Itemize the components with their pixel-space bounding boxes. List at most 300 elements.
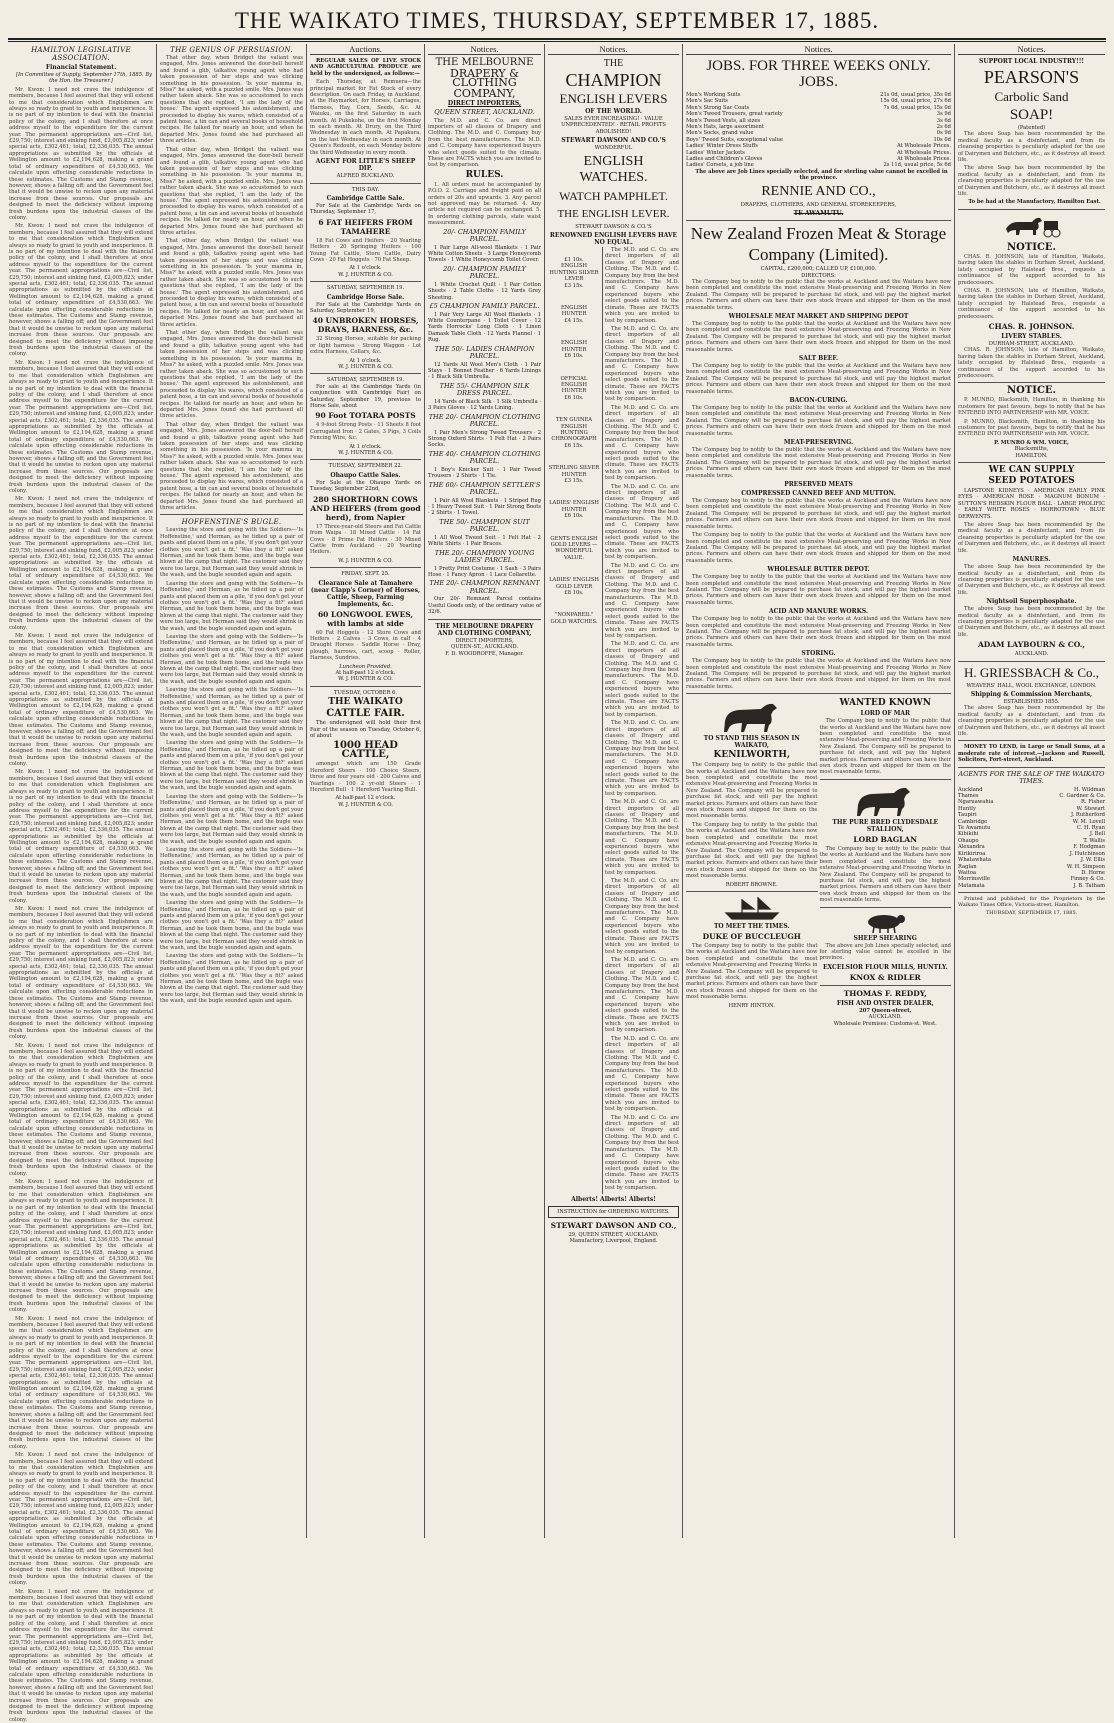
- divider: [310, 459, 421, 460]
- duke-owner: HENRY HINTON.: [728, 1002, 775, 1009]
- section-body: The Company beg to notify to the public that the works at Auckland and the Waitara have now been completed and constitute the most extensive Meat-preserving and Freezing Works in New Zealand. The Company will be prepared to purchase fat stock, and will pay the highest market prices. Farmers and others can have their own stock frozen and shipped for them on the most reasonable terms.: [686, 447, 951, 479]
- divider: [958, 382, 1105, 383]
- sale-text: For Sale at the Cambridge Yards on Thursday, September 17,: [310, 202, 421, 216]
- article-body-cont2: Mr. Kwon: I need not crave the indulgence of members, because I feel assured that they will extend to me that consideration which Englishmen are always so ready to grant to youth and inexperience. It is no part of my intention to deal with the financial policy of the colony, and I shall therefore at once address myself to the expenditure for the current year. The permanent appropriations are—Civil list, £29,750; interest and sinking fund, £2,005,823; under special acts, £302,461; total, £2,336,035. The annual appropriations as submitted by the officials at Wellington amount to £2,194,628, making a grand total of ordinary expenditure of £4,530,663. We calculate upon effecting considerable reductions in these estimates. The Customs and Stamp revenue, however, shows a falling off; and the Government feel that it would be unwise to reckon upon any material increase from these sources. Our proposals are designed to meet the deficiency without imposing fresh burdens upon the industrial classes of the colony.: [9, 359, 153, 494]
- lot-heading: 6 FAT HEIFERS FROM TAMAHERE: [318, 217, 413, 236]
- watch-price: £6 10s.: [564, 353, 584, 360]
- parcel-title: THE 55/- CHAMPION SILK DRESS PARCEL.: [439, 381, 530, 398]
- article-credit: [In Committee of Supply, September 17th, 1885. By the Hon. the Treasurer.]: [15, 72, 153, 85]
- watch-desc: The M.D. and C. Co. are direct importers of all classes of Drapery and Clothing. The M.D. and C. Company buy from the best manufacturers. The M.D. and C. Company have experienced buyers who select goods suited to the climate. These are FACTS which you are invited to test by comparison.: [605, 1114, 679, 1192]
- article-body-cont: Mr. Kwon: I need not crave the indulgence of members, because I feel assured that they will extend to me that consideration which Englishmen are always so ready to grant to youth and inexperience. It is no part of my intention to deal with the financial policy of the colony, and I shall therefore at once address myself to the expenditure for the current year. The permanent appropriations are—Civil list, £29,750; interest and sinking fund, £2,005,823; under special acts, £302,461; total, £2,336,035. The annual appropriations as submitted by the officials at Wellington amount to £2,194,628, making a grand total of ordinary expenditure of £4,530,663. We calculate upon effecting considerable reductions in these estimates. The Customs and Stamp revenue, however, shows a falling off; and the Government feel that it would be unwise to reckon upon any material increase from these sources. Our proposals are designed to meet the deficiency without imposing fresh burdens upon the industrial classes of the colony.: [9, 223, 153, 358]
- story2-body-cont8: Leaving the store and going with the Soldiers—'Is Hoffenstine,' and Herman, as he tidied up a pair of pants and placed them on a pile, 'if you don't get your clothes you won't get a fit.' 'Was they a fit?' asked Herman, and he took them home, and the bugle was blown at the camp that night. The customer said they were too large, but Herman said they would shrink in the wash, and the bugle sounded again and again.: [160, 953, 303, 1005]
- seed-list: LAPSTONE KIDNEYS · AMERICAN EARLY PINK EYES · AMERICAN ROSE · MAGNUM BONUM · SUTTON'S REDSKIN FLOUR BALL · LARGE PROLIFIC · EARLY WHITE ROSES · HORROTOWN · BLUE DERWENTS.: [958, 488, 1105, 520]
- column-5-watches: [544, 44, 682, 1538]
- auctioneer: W. J. HUNTER & CO.: [338, 557, 393, 564]
- lot-heading: 1000 HEAD CATTLE,: [333, 740, 398, 761]
- stallion-name: KENILWORTH,: [713, 750, 790, 761]
- watch-desc: The M.D. and C. Co. are direct importers of all classes of Drapery and Clothing. The M.D. and C. Company buy from the best manufacturers. The M.D. and C. Company have experienced buyers who select goods suited to the climate. These are FACTS which you are invited to test by comparison.: [605, 404, 679, 482]
- divider: [958, 740, 1105, 741]
- story-body-cont: That other day, when Bridget the valiant was engaged, Mrs. Jones answered the door-bell herself and found a glib, talkative young agent who had taken possession of her steps and was clicking something in his possession. 'Is your mamma in, Miss?' he asked, with a puzzled smile. Mrs. Jones was rather taken aback. She was so accustomed to such questions that she replied, 'I am the lady of the house.' The agent expressed his astonishment, and proceeded to display his wares, which consisted of a patent hose, a tin can and several books of household recipes. He talked for nearly an hour, and when he departed Mrs. Jones found she had purchased all three articles.: [160, 146, 303, 236]
- johnson-name: CHAS. R. JOHNSON.: [988, 321, 1075, 331]
- job-price: 15s 0d, usual price, 27s 6d: [880, 98, 951, 105]
- sale-day: SATURDAY, SEPTEMBER 19.: [326, 377, 405, 384]
- pure-bred: THE PURE BRED CLYDESDALE STALLION,: [832, 818, 939, 833]
- sale-day: SATURDAY, SEPTEMBER 19.: [326, 285, 405, 292]
- auctioneer: W. J. HUNTER & CO.: [338, 364, 393, 370]
- manures-body: The above Soap has been recommended by the medical faculty as a disinfectant, and from its cleansing properties is peculiarly adapted for the use of Dairymen and Butchers, etc., as it destroys all insect life.: [958, 564, 1105, 596]
- rennie-trade: DRAPERS, CLOTHIERS, AND GENERAL STOREKEEPERS,: [740, 201, 897, 208]
- column-header: Notices.: [548, 44, 679, 55]
- agent-name: C. H. Ryan: [1076, 825, 1105, 832]
- capital: CAPITAL, £200,000; CALLED UP, £100,000.: [760, 266, 877, 273]
- column-header: Notices.: [686, 44, 951, 55]
- section-body: The Company beg to notify to the public that the works at Auckland and the Waitara have now been completed and constitute the most extensive Meat-preserving and Freezing Works in New Zealand. The Company will be prepared to purchase fat stock, and will pay the highest market prices. Farmers and others can have their own stock frozen and shipped for them on the most reasonable terms.: [686, 532, 951, 564]
- article-subtitle: Financial Statement.: [45, 64, 117, 71]
- sale-title: Cambridge Horse Sale.: [326, 293, 405, 301]
- job-item: Men's Sac Suits: [686, 98, 728, 105]
- divider: [686, 693, 951, 694]
- agent-town: Raglan: [958, 863, 977, 870]
- masthead: THE WAIKATO TIMES, THURSDAY, SEPTEMBER 17, 1885.: [234, 8, 880, 33]
- article-body-cont3: Mr. Kwon: I need not crave the indulgence of members, because I feel assured that they will extend to me that consideration which Englishmen are always so ready to grant to youth and inexperience. It is no part of my intention to deal with the financial policy of the colony, and I shall therefore at once address myself to the expenditure for the current year. The permanent appropriations are—Civil list, £29,750; interest and sinking fund, £2,005,823; under special acts, £302,461; total, £2,336,035. The annual appropriations as submitted by the officials at Wellington amount to £2,194,628, making a grand total of ordinary expenditure of £4,530,663. We calculate upon effecting considerable reductions in these estimates. The Customs and Stamp revenue, however, shows a falling off; and the Government feel that it would be unwise to reckon upon any material increase from these sources. Our proposals are designed to meet the deficiency without imposing fresh burdens upon the industrial classes of the colony.: [9, 496, 153, 631]
- sale-time: At 1 o'clock.: [349, 265, 382, 272]
- watch-desc: The M.D. and C. Co. are direct importers of all classes of Drapery and Clothing. The M.D. and C. Company buy from the best manufacturers. The M.D. and C. Company have experienced buyers who select goods suited to the climate. These are FACTS which you are invited to test by comparison.: [605, 878, 679, 955]
- notice-title: NOTICE.: [1006, 385, 1057, 397]
- section-title: BACON-CURING.: [789, 397, 848, 404]
- watch-desc: The M.D. and C. Co. are direct importers of all classes of Drapery and Clothing. The M.D. and C. Company buy from the best manufacturers. The M.D. and C. Company have experienced buyers who select goods suited to the climate. These are FACTS which you are invited to test by comparison.: [605, 799, 679, 876]
- english-lever: THE ENGLISH LEVER.: [557, 207, 670, 220]
- agent-name: D. Horne: [1081, 869, 1105, 876]
- sale-text: For sale at the Cambridge Yards (in conjunction with Cambridge Fair) on Saturday, September 19, previous to Horse Sale, about: [310, 383, 421, 410]
- agent-town: Morrinsville: [958, 876, 991, 883]
- job-price: At Wholesale Prices.: [897, 143, 951, 150]
- sale-time: At 1 o'clock.: [349, 443, 382, 450]
- watch-price: £6 10s.: [564, 513, 584, 520]
- article-body-cont11: Mr. Kwon: I need not crave the indulgence of members, because I feel assured that they will extend to me that consideration which Englishmen are always so ready to grant to youth and inexperience. It is no part of my intention to deal with the financial policy of the colony, and I shall therefore at once address myself to the expenditure for the current year. The permanent appropriations are—Civil list, £29,750; interest and sinking fund, £2,005,823; under special acts, £302,461; total, £2,336,035. The annual appropriations as submitted by the officials at Wellington amount to £2,194,628, making a grand total of ordinary expenditure of £4,530,663. We calculate upon effecting considerable reductions in these estimates. The Customs and Stamp revenue, however, shows a falling off; and the Government feel that it would be unwise to reckon upon any material increase from these sources. Our proposals are designed to meet the deficiency without imposing fresh burdens upon the industrial classes of the colony.: [9, 1588, 153, 1723]
- watch-desc: The M.D. and C. Co. are direct importers of all classes of Drapery and Clothing. The M.D. and C. Company buy from the best manufacturers. The M.D. and C. Company have experienced buyers who select goods suited to the climate. These are FACTS which you are invited to test by comparison.: [605, 1035, 679, 1113]
- divider: [160, 514, 303, 515]
- watch-pamphlet: WATCH PAMPHLET.: [559, 188, 668, 203]
- parcel-items: Our 20/- Remnant Parcel contains Useful Goods only, of the ordinary value of 32/6.: [428, 596, 541, 616]
- agent-town: Thames: [958, 793, 979, 800]
- parcel-items: 14 Yards of Black Silk · 1 Silk Umbrella · 3 Pairs Gloves · 12 Yards Lining.: [428, 398, 541, 412]
- rennie-name: RENNIE AND CO.,: [761, 183, 876, 199]
- watch-price: £1 10s.: [564, 257, 584, 264]
- divider: [310, 373, 421, 374]
- section-title: SALT BEEF.: [798, 354, 839, 362]
- griessbach-est: ESTABLISHED 1855.: [1003, 698, 1060, 705]
- job-price: 7s 6d, usual price, 15s 0d: [883, 104, 951, 111]
- munro-body-2: P. MUNRO, Blacksmith, Hamilton, in thanking his customers for past favours, begs to notify that he has ENTERED INTO PARTNERSHIP with MR. VOICE.: [958, 418, 1105, 438]
- johnson-body: CHAS. R. JOHNSON, late of Hamilton, Waikato, having taken the stables in Durham Street, Auckland, lately occupied by Halstead Bros., requests a continuance of the support accorded to his predecessors.: [958, 253, 1105, 286]
- ad-title-2: CHAMPION: [565, 70, 662, 90]
- article-title: HAMILTON LEGISLATIVE ASSOCIATION.: [31, 46, 131, 62]
- livery-stables: LIVERY STABLES.: [1001, 332, 1062, 340]
- knox-ridler: KNOX & RIDLER: [849, 972, 921, 982]
- sheep-illustration: [860, 911, 910, 933]
- sale-day: THIS DAY.: [351, 186, 380, 193]
- story-body-cont4: That other day, when Bridget the valiant was engaged, Mrs. Jones answered the door-bell herself and found a glib, talkative young agent who had taken possession of her steps and was clicking something in his possession. 'Is your mamma in, Miss?' he asked, with a puzzled smile. Mrs. Jones was rather taken aback. She was so accustomed to such questions that she replied, 'I am the lady of the house.' The agent expressed his astonishment, and proceeded to display his wares, which consisted of a patent hose, a tin can and several books of household recipes. He talked for nearly an hour, and when he departed Mrs. Jones found she had purchased all three articles.: [160, 421, 303, 512]
- auctioneer: W. J. HUNTER & CO.: [338, 450, 393, 457]
- fish-dealer: FISH AND OYSTER DEALER,: [836, 999, 934, 1007]
- column-header: Auctions.: [310, 44, 421, 55]
- section-title: STORING.: [801, 650, 836, 658]
- patented: (Patented): [1017, 125, 1046, 131]
- pearson-soap: SOAP!: [1009, 107, 1054, 123]
- agent-town: Waitoa: [958, 869, 976, 876]
- fish-wholesale: Wholesale Premises: Customs-st. West.: [833, 1020, 937, 1027]
- imprint: Printed and published for the Proprietors by the Waikato Times Office, Victoria-street, Hamilton.: [958, 896, 1105, 909]
- section-title: MEAT-PRESERVING.: [783, 439, 854, 447]
- parcel-items: 1 Pair All Wool Blankets · 1 Striped Rug · 1 Heavy Tweed Suit · 1 Pair Strong Boots · 2 Shirts · 1 Towel.: [428, 497, 541, 517]
- ad-title: THE: [603, 58, 624, 69]
- article-body-cont9: Mr. Kwon: I need not crave the indulgence of members, because I feel assured that they will extend to me that consideration which Englishmen are always so ready to grant to youth and inexperience. It is no part of my intention to deal with the financial policy of the colony, and I shall therefore at once address myself to the expenditure for the current year. The permanent appropriations are—Civil list, £29,750; interest and sinking fund, £2,005,823; under special acts, £302,461; total, £2,336,035. The annual appropriations as submitted by the officials at Wellington amount to £2,194,628, making a grand total of ordinary expenditure of £4,530,663. We calculate upon effecting considerable reductions in these estimates. The Customs and Stamp revenue, however, shows a falling off; and the Government feel that it would be unwise to reckon upon any material increase from these sources. Our proposals are designed to meet the deficiency without imposing fresh burdens upon the industrial classes of the colony.: [9, 1315, 153, 1450]
- story2-body-cont5: Leaving the store and going with the Soldiers—'Is Hoffenstine,' and Herman, as he tidied up a pair of pants and placed them on a pile, 'if you don't get your clothes you won't get a fit.' 'Was they a fit?' asked Herman, and he took them home, and the bugle was blown at the camp that night. The customer said they were too large, but Herman said they would shrink in the wash, and the bugle sounded again and again.: [160, 793, 303, 845]
- soap-where: To be had at the Manufactory, Hamilton East.: [968, 199, 1101, 206]
- rules-body: 1. All orders must be accompanied by P.O.O. 2. Carriage and freight paid on all orders of 20s and upwards. 3. Any parcel not approved may be returned. 4. Any article not required can be exchanged. 5. In ordering clothing parcels, state waist measurement.: [428, 181, 541, 227]
- job-price: 10s 0d: [933, 136, 951, 143]
- section-body: The Company beg to notify to the public that the works at Auckland and the Waitara have now been completed and constitute the most extensive Meat-preserving and Freezing Works in New Zealand. The Company will be prepared to purchase fat stock, and will pay the highest market prices. Farmers and others can have their own stock frozen and shipped for them on the most reasonable terms.: [686, 658, 951, 690]
- nz-title: New Zealand Frozen Meat & Storage: [690, 224, 947, 244]
- watch-name: ENGLISH HUNTER: [560, 305, 588, 318]
- seed-title: WE CAN SUPPLY: [988, 465, 1075, 476]
- stallion-owner: ROBERT BROWNE.: [725, 881, 778, 888]
- wanted-known-ad: [820, 697, 952, 1027]
- story-body-cont3: That other day, when Bridget the valiant was engaged, Mrs. Jones answered the door-bell herself and found a glib, talkative young agent who had taken possession of her steps and was clicking something in his possession. 'Is your mamma in, Miss?' he asked, with a puzzled smile. Mrs. Jones was rather taken aback. She was so accustomed to such questions that she replied, 'I am the lady of the house.' The agent expressed his astonishment, and proceeded to display his wares, which consisted of a patent hose, a tin can and several books of household recipes. He talked for nearly an hour, and when he departed Mrs. Jones found she had purchased all three articles.: [160, 330, 303, 420]
- horse-illustration: [717, 699, 787, 733]
- fish-address: 207 Queen-street,: [859, 1007, 912, 1014]
- section-title: ACID AND MANURE WORKS.: [769, 608, 868, 616]
- parcel-items: 1 Boy's Knicker Suit · 1 Pair Tweed Trousers · 2 Shirts · 1 Tie.: [428, 466, 541, 480]
- agent-name: J. Hutchinson: [1069, 850, 1105, 857]
- ship-illustration: [722, 895, 782, 921]
- section-title: PRESERVED MEATS: [784, 481, 853, 489]
- job-price: At Wholesale Prices.: [897, 156, 951, 163]
- watch-name: ENGLISH HUNTING SILVER LEVER: [549, 263, 599, 283]
- parcel-title: 20/- CHAMPION FAMILY PARCEL.: [443, 264, 526, 281]
- seed-body: The above Soap has been recommended by the medical faculty as a disinfectant, and from its cleansing properties is peculiarly adapted for the use of Dairymen and Butchers, etc., as it destroys all insect life.: [958, 522, 1105, 554]
- job-price: 2s 11d, usual price, 5s 6d: [883, 162, 951, 169]
- sale-day: TUESDAY, SEPTEMBER 22.: [328, 463, 403, 470]
- firm-address: QUEEN-ST., AUCKLAND.: [450, 644, 518, 651]
- agent-town: Huntly: [958, 805, 976, 812]
- section-body: The Company beg to notify to the public that the works at Auckland and the Waitara have now been completed and constitute the most extensive Meat-preserving and Freezing Works in New Zealand. The Company will be prepared to purchase fat stock, and will pay the highest market prices. Farmers and others can have their own stock frozen and shipped for them on the most reasonable terms.: [686, 498, 951, 530]
- lot-heading: 60 LONGWOOL EWES, with lambs at side: [317, 609, 414, 628]
- griessbach-name: H. GRIESSBACH & Co.,: [963, 664, 1100, 680]
- auction-intro: REGULAR SALES OF LIVE STOCK AND AGRICULTURAL PRODUCE are held by the undersigned, as follows:—: [310, 58, 421, 77]
- watch-price: £4 15s.: [564, 317, 584, 324]
- parcel-title: THE 20/- CHAMPION YOUNG LADIES' PARCEL.: [434, 548, 535, 565]
- livery-body: CHAS. R. JOHNSON, late of Hamilton, Waikato, having taken the stables in Durham Street, Auckland, lately occupied by Halstead Bros., requests a continuance of the support accorded to his predecessors.: [958, 347, 1105, 379]
- section-title: WHOLESALE MEAT MARKET AND SHIPPING DEPOT: [728, 312, 909, 320]
- section-body: The Company beg to notify to the public that the works at Auckland and the Waitara have now been completed and constitute the most extensive Meat-preserving and Freezing Works in New Zealand. The Company will be prepared to purchase fat stock, and will pay the highest market prices. Farmers and others can have their own stock frozen and shipped for them on the most reasonable terms.: [686, 405, 951, 437]
- lot-details: 32 Strong Horses, suitable for packing or light harness · Strong Waggon · Lot extra Harness, Collars, &c.: [310, 336, 421, 356]
- sale-text: For Sale at the Cambridge Yards on Saturday, September 19,: [310, 301, 421, 314]
- divider: [686, 891, 818, 892]
- munro-firm: P. MUNRO & WM. VOICE,: [994, 439, 1069, 446]
- article-body-cont4: Mr. Kwon: I need not crave the indulgence of members, because I feel assured that they will extend to me that consideration which Englishmen are always so ready to grant to youth and inexperience. It is no part of my intention to deal with the financial policy of the colony, and I shall therefore at once address myself to the expenditure for the current year. The permanent appropriations are—Civil list, £29,750; interest and sinking fund, £2,005,823; under special acts, £302,461; total, £2,336,035. The annual appropriations as submitted by the officials at Wellington amount to £2,194,628, making a grand total of ordinary expenditure of £4,530,663. We calculate upon effecting considerable reductions in these estimates. The Customs and Stamp revenue, however, shows a falling off; and the Government feel that it would be unwise to reckon upon any material increase from these sources. Our proposals are designed to meet the deficiency without imposing fresh burdens upon the industrial classes of the colony.: [9, 632, 153, 768]
- horse-illustration: [850, 783, 920, 817]
- divider: [310, 567, 421, 568]
- manures: MANURES.: [1012, 556, 1051, 564]
- parcel-title: THE 50/- LADIES CHAMPION PARCEL.: [434, 344, 535, 361]
- job-item: Ladies' Winter Jackets: [686, 149, 745, 156]
- munro-body: P. MUNRO, Blacksmith, Hamilton, in thanking his customers for past favours, begs to notify that he has ENTERED INTO PARTNERSHIP with MR. VOICE.: [958, 397, 1105, 417]
- divider: [820, 985, 952, 986]
- column-2: [156, 44, 306, 1538]
- parcel-items: 1 Pretty Print Costume · 1 Sash · 3 Pairs Hose · 1 Fancy Apron · 1 Lace Collarette.: [428, 565, 541, 579]
- griessbach-address: WEAVERS' HALL, WOOL EXCHANGE, LONDON.: [966, 682, 1097, 689]
- parcel-title: THE 50/- CHAMPION SUIT PARCEL.: [439, 517, 530, 534]
- agent-name: C. Gardner & Co.: [1059, 793, 1105, 800]
- job-item: Men's Socks, grand value: [686, 130, 754, 137]
- article-body-cont8: Mr. Kwon: I need not crave the indulgence of members, because I feel assured that they will extend to me that consideration which Englishmen are always so ready to grant to youth and inexperience. It is no part of my intention to deal with the financial policy of the colony, and I shall therefore at once address myself to the expenditure for the current year. The permanent appropriations are—Civil list, £29,750; interest and sinking fund, £2,005,823; under special acts, £302,461; total, £2,336,035. The annual appropriations as submitted by the officials at Wellington amount to £2,194,628, making a grand total of ordinary expenditure of £4,530,663. We calculate upon effecting considerable reductions in these estimates. The Customs and Stamp revenue, however, shows a falling off; and the Government feel that it would be unwise to reckon upon any material increase from these sources. Our proposals are designed to meet the deficiency without imposing fresh burdens upon the industrial classes of the colony.: [9, 1179, 153, 1314]
- ad-address: QUEEN STREET, AUCKLAND.: [434, 108, 535, 116]
- agent-line: AGENT FOR LITTLE'S SHEEP DIP.: [315, 158, 416, 173]
- nightsoil-body: The above Soap has been recommended by the medical faculty as a disinfectant, and from its cleansing properties is peculiarly adapted for the use of Dairymen and Butchers, etc., as it destroys all insect life.: [958, 606, 1105, 638]
- parcel-title: THE 60/- CHAMPION SETTLER'S PARCEL.: [428, 480, 541, 497]
- wanted-known: WANTED KNOWN: [839, 698, 931, 709]
- ad-slogans: SALES EVER INCREASING! · VALUE UNPRECEDENTED! · RETAIL PROFITS ABOLISHED!: [561, 116, 666, 135]
- job-item: Boys' Tweed Suits, exceptional value: [686, 136, 784, 143]
- nz-body: The Company beg to notify to the public that the works at Auckland and the Waitara have now been completed and constitute the most extensive Meat-preserving and Freezing Works in New Zealand. The Company will be prepared to purchase fat stock, and will pay the highest market prices. Farmers and others can have their own stock frozen and shipped for them on the most reasonable terms.: [686, 278, 951, 311]
- divider: [428, 619, 541, 620]
- sale-title: Cambridge Cattle Sale.: [326, 194, 405, 202]
- divider: [958, 892, 1105, 893]
- section-body: The Company beg to notify to the public that the works at Auckland and the Waitara have now been completed and constitute the most extensive Meat-preserving and Freezing Works in New Zealand. The Company will be prepared to purchase fat stock, and will pay the highest market prices. Farmers and others can have their own stock frozen and shipped for them on the most reasonable terms.: [686, 320, 951, 353]
- lunch-note: Luncheon Provided.: [339, 663, 392, 670]
- parcel-items: 12 Yards All Wool Men's Cloth · 1 Pair Stays · 1 Bonnet Feather · 6 Yards Linings · 1 Black Silk Umbrella.: [428, 361, 541, 381]
- divider: [310, 281, 421, 282]
- sale-day: TUESDAY, OCTOBER 6.: [334, 689, 397, 696]
- section-title: WHOLESALE BUTTER DEPOT.: [767, 566, 870, 574]
- firm-name-end: STEWART DAWSON AND CO.,: [550, 1220, 677, 1230]
- sheep-shearing: SHEEP SHEARING: [853, 934, 917, 942]
- watch-desc: The M.D. and C. Co. are direct importers of all classes of Drapery and Clothing. The M.D. and C. Company buy from the best manufacturers. The M.D. and C. Company have experienced buyers who select goods suited to the climate. These are FACTS which you are invited to test by comparison.: [605, 720, 679, 797]
- fish-city: AUCKLAND.: [868, 1014, 902, 1021]
- lord-of-mar: LORD OF MAR: [860, 710, 911, 718]
- column-3-auctions: [306, 44, 424, 1538]
- watch-desc: The M.D. and C. Co. are direct importers of all classes of Drapery and Clothing. The M.D. and C. Company buy from the best manufacturers. The M.D. and C. Company have experienced buyers who select goods suited to the climate. These are FACTS which you are invited to test by comparison.: [605, 956, 679, 1034]
- firm-name: STEWART DAWSON AND CO.'S: [561, 137, 666, 145]
- watch-desc: The M.D. and C. Co. are direct importers of all classes of Drapery and Clothing. The M.D. and C. Company buy from the best manufacturers. The M.D. and C. Company have experienced buyers who select goods suited to the climate. These are FACTS which you are invited to test by comparison.: [605, 483, 679, 561]
- stallion-body-2: The Company beg to notify to the public that the works at Auckland and the Waitara have now been completed and constitute the most extensive Meat-preserving and Freezing Works in New Zealand. The Company will be prepared to purchase fat stock, and will pay the highest market prices. Farmers and others can have their own stock frozen and shipped for them on the most reasonable terms.: [686, 821, 818, 880]
- munro-trade: Blacksmiths,: [1014, 446, 1049, 453]
- baglan-body: The Company beg to notify to the public that the works at Auckland and the Waitara have now been completed and constitute the most extensive Meat-preserving and Freezing Works in New Zealand. The Company will be prepared to purchase fat stock, and will pay the highest market prices. Farmers and others can have their own stock frozen and shipped for them on the most reasonable terms.: [819, 845, 951, 904]
- excelsior: EXCELSIOR FLOUR MILLS, HUNTLY.: [822, 963, 948, 971]
- support-local: SUPPORT LOCAL INDUSTRY!!!: [979, 58, 1084, 65]
- agent-town: Matamata: [958, 882, 985, 889]
- watch-listing: [548, 247, 679, 1194]
- sale-time: At half-past 12 o'clock.: [335, 669, 396, 676]
- agent-town: Cambridge: [958, 818, 988, 825]
- fair-title: THE WAIKATO: [328, 697, 403, 708]
- agent-town: Kirikiriroa: [958, 850, 986, 857]
- column-header: Notices.: [958, 44, 1105, 55]
- fair-title-2: CATTLE FAIR.: [326, 708, 405, 720]
- job-item: Men's Strong Sac Coats: [686, 104, 750, 111]
- johnson-body-2: CHAS. R. JOHNSON, late of Hamilton, Waikato, having taken the stables in Durham Street, Auckland, lately occupied by Halstead Bros., requests a continuance of the support accorded to his predecessors.: [958, 287, 1105, 320]
- story2-body-cont6: Leaving the store and going with the Soldiers—'Is Hoffenstine,' and Herman, as he tidied up a pair of pants and placed them on a pile, 'if you don't get your clothes you won't get a fit.' 'Was they a fit?' asked Herman, and he took them home, and the bugle was blown at the camp that night. The customer said they were too large, but Herman said they would shrink in the wash, and the bugle sounded again and again.: [160, 846, 303, 898]
- adam-town: AUCKLAND.: [1014, 651, 1049, 658]
- soap-body-2: The above Soap has been recommended by the medical faculty as a disinfectant, and from its cleansing properties is peculiarly adapted for the use of Dairymen and Butchers, etc., as it destroys all insect life.: [958, 165, 1105, 198]
- agent-name: ALFRED BUCKLAND.: [336, 173, 395, 180]
- watch-price: £6 15s.: [564, 442, 584, 449]
- jobs-note: The above are Job Lines specially selected, and for sterling value cannot be excelled in the province.: [695, 168, 948, 182]
- sale-text: For Sale at the Ohaupo Yards on Tuesday, September 22nd,: [310, 479, 421, 493]
- agent-name: J. Rutherford: [1070, 812, 1105, 819]
- griessbach-body: The above Soap has been recommended by the medical faculty as a disinfectant, and from its cleansing properties is peculiarly adapted for the use of Dairymen and Butchers, etc., as it destroys all insect life.: [958, 705, 1105, 737]
- section-body: The Company beg to notify to the public that the works at Auckland and the Waitara have now been completed and constitute the most extensive Meat-preserving and Freezing Works in New Zealand. The Company will be prepared to purchase fat stock, and will pay the highest market prices. Farmers and others can have their own stock frozen and shipped for them on the most reasonable terms.: [686, 574, 951, 606]
- agent-name: R. Fisher: [1080, 799, 1105, 806]
- pearson-name: PEARSON'S: [983, 67, 1080, 87]
- wonderful: WONDERFUL: [594, 145, 633, 152]
- column-header: Notices.: [428, 44, 541, 55]
- pearson-product: Carbolic Sand: [994, 89, 1069, 104]
- watch-name: LADIES' ENGLISH HUNTER: [549, 500, 599, 513]
- job-price: 21s 0d, usual price, 35s 0d: [880, 92, 951, 98]
- agent-name: J. W. Ellis: [1080, 857, 1105, 864]
- alberts: Alberts! Alberts! Alberts!: [571, 1195, 656, 1203]
- watch-name: OFFICIAL ENGLISH HUNTER: [560, 375, 588, 395]
- job-price: 3s 6d: [936, 117, 951, 124]
- agent-name: J. B. Tatham: [1073, 882, 1105, 889]
- agent-town: Ohaupo: [958, 837, 979, 844]
- stallion-ad: [686, 697, 818, 1027]
- divider: [958, 767, 1105, 768]
- nightsoil: Nightsoil Superphosphate.: [986, 598, 1077, 606]
- lot-details: amongst which are 150 Grade Hereford Steers · 100 Choice Steers, three and four years old · 200 Calves and Yearlings · 100 2 yr-old Steers · 1 Hereford Bull · 1 Hereford Yearling Bull.: [310, 761, 421, 794]
- ad-subtitle: DIRECT IMPORTERS,: [447, 100, 522, 107]
- firm-manager: F. D. WOODROFFE, Manager.: [445, 650, 524, 657]
- firm-name: THE MELBOURNE DRAPERY AND CLOTHING COMPANY,: [435, 622, 534, 637]
- watch-name: "NONPAREIL" GOLD WATCHES.: [550, 612, 598, 625]
- seed-title-2: SEED POTATOES: [988, 476, 1075, 487]
- job-item: Men's Tweed Trousers, great variety: [686, 111, 783, 118]
- lot-details: 18 Fat Cows and Heifers · 20 Yearling Heifers · 20 Springing Heifers · 100 Young Fat Cattle, Store Cattle, Dairy Cows · 20 Fat Hoggets · 70 Fat Sheep.: [310, 237, 421, 263]
- no-equal: RENOWNED ENGLISH LEVERS HAVE NO EQUAL.: [549, 232, 678, 247]
- divider: [686, 220, 951, 221]
- article-body-cont7: Mr. Kwon: I need not crave the indulgence of members, because I feel assured that they will extend to me that consideration which Englishmen are always so ready to grant to youth and inexperience. It is no part of my intention to deal with the financial policy of the colony, and I shall therefore at once address myself to the expenditure for the current year. The permanent appropriations are—Civil list, £29,750; interest and sinking fund, £2,005,823; under special acts, £302,461; total, £2,336,035. The annual appropriations as submitted by the officials at Wellington amount to £2,194,628, making a grand total of ordinary expenditure of £4,530,663. We calculate upon effecting considerable reductions in these estimates. The Customs and Stamp revenue, however, shows a falling off; and the Government feel that it would be unwise to reckon upon any material increase from these sources. Our proposals are designed to meet the deficiency without imposing fresh burdens upon the industrial classes of the colony.: [9, 1042, 153, 1177]
- english-watches: ENGLISH WATCHES.: [579, 153, 648, 185]
- article-body: Mr. Kwon: I need not crave the indulgence of members, because I feel assured that they will extend to me that consideration which Englishmen are always so ready to grant to youth and inexperience. It is no part of my intention to deal with the financial policy of the colony, and I shall therefore at once address myself to the expenditure for the current year. The permanent appropriations are—Civil list, £29,750; interest and sinking fund, £2,005,823; under special acts, £302,461; total, £2,336,035. The annual appropriations as submitted by the officials at Wellington amount to £2,194,628, making a grand total of ordinary expenditure of £4,530,663. We calculate upon effecting considerable reductions in these estimates. The Customs and Stamp revenue, however, shows a falling off; and the Government feel that it would be unwise to reckon upon any material increase from these sources. Our proposals are designed to meet the deficiency without imposing fresh burdens upon the industrial classes of the colony.: [9, 86, 153, 221]
- story2-body-cont2: Leaving the store and going with the Soldiers—'Is Hoffenstine,' and Herman, as he tidied up a pair of pants and placed them on a pile, 'if you don't get your clothes you won't get a fit.' 'Was they a fit?' asked Herman, and he took them home, and the bugle was blown at the camp that night. The customer said they were too large, but Herman said they would shrink in the wash, and the bugle sounded again and again.: [160, 633, 303, 685]
- agent-name: W. Stewart: [1076, 805, 1105, 812]
- watch-name: TEN GUINEA ENGLISH HUNTING CHRONOGRAPH: [551, 417, 597, 443]
- agent-town: Te Awamutu: [958, 825, 991, 832]
- griessbach-trade: Shipping & Commission Merchants,: [970, 690, 1093, 698]
- lot-heading: 90 Foot TOTARA POSTS: [315, 411, 416, 421]
- lower-notices: [686, 697, 951, 1027]
- parcel-items: 1 All Wool Tweed Suit · 1 Felt Hat · 2 White Shirts · 1 Pair Braces.: [428, 534, 541, 548]
- watch-desc: The M.D. and C. Co. are direct importers of all classes of Drapery and Clothing. The M.D. and C. Company buy from the best manufacturers. The M.D. and C. Company have experienced buyers who select goods suited to the climate. These are FACTS which you are invited to test by comparison.: [605, 325, 679, 403]
- job-item: Ladies and Children's Gloves: [686, 156, 763, 163]
- job-item: Men's Working Suits: [686, 92, 741, 98]
- ad-title-3: ENGLISH LEVERS: [559, 91, 668, 106]
- sale-title: Ohaupo Cattle Sales.: [330, 471, 401, 479]
- watch-price: £6 10s.: [564, 394, 584, 401]
- firm-manufactory: Manufactory, Liverpool, England.: [569, 1238, 658, 1245]
- story-body-cont2: That other day, when Bridget the valiant was engaged, Mrs. Jones answered the door-bell herself and found a glib, talkative young agent who had taken possession of her steps and was clicking something in his possession. 'Is your mamma in, Miss?' he asked, with a puzzled smile. Mrs. Jones was rather taken aback. She was so accustomed to such questions that she replied, 'I am the lady of the house.' The agent expressed his astonishment, and proceeded to display his wares, which consisted of a patent hose, a tin can and several books of household recipes. He talked for nearly an hour, and when he departed Mrs. Jones found she had purchased all three articles.: [160, 238, 303, 328]
- job-price: 3s 9d: [936, 111, 951, 118]
- parcel-title: THE 20/- CHAMPION CLOTHING PARCEL.: [428, 412, 541, 429]
- firm-address: 29, QUEEN STREET, AUCKLAND.: [568, 1231, 659, 1238]
- parcel-items: 1 Pair Men's Strong Tweed Trousers · 2 Strong Oxford Shirts · 1 Felt Hat · 2 Pairs Socks.: [428, 429, 541, 449]
- adam-laybourn: ADAM LAYBOURN & CO.,: [977, 640, 1086, 650]
- rules-title: RULES.: [465, 169, 504, 180]
- agent-name: F. Hodgman: [1073, 844, 1105, 851]
- watch-price: £3 15s.: [564, 477, 584, 484]
- ad-title: THE MELBOURNE: [435, 57, 534, 68]
- divider: [958, 462, 1105, 463]
- watch-name: LADIES' ENGLISH GOLD LEVER: [549, 577, 599, 590]
- job-item: Ladies' Corsets, a job line: [686, 162, 754, 169]
- lot-heading: 280 SHORTHORN COWS AND HEIFERS (from good herd), from Napier: [310, 494, 421, 522]
- watch-desc: The M.D. and C. Co. are direct importers of all classes of Drapery and Clothing. The M.D. and C. Company buy from the best manufacturers. The M.D. and C. Company have experienced buyers who select goods suited to the climate. These are FACTS which you are invited to test by comparison.: [605, 562, 679, 639]
- story2-body-cont3: Leaving the store and going with the Soldiers—'Is Hoffenstine,' and Herman, as he tidied up a pair of pants and placed them on a pile, 'if you don't get your clothes you won't get a fit.' 'Was they a fit?' asked Herman, and he took them home, and the bugle was blown at the camp that night. The customer said they were too large, but Herman said they would shrink in the wash, and the bugle sounded again and again.: [160, 687, 303, 739]
- watch-desc: The M.D. and C. Co. are direct importers of all classes of Drapery and Clothing. The M.D. and C. Company buy from the best manufacturers. The M.D. and C. Company have experienced buyers who select goods suited to the climate. These are FACTS which you are invited to test by comparison.: [605, 641, 679, 718]
- directors: DIRECTORS:: [801, 272, 836, 279]
- parcel-title: THE 40/- CHAMPION CLOTHING PARCEL.: [428, 449, 541, 466]
- soap-body: The above Soap has been recommended by the medical faculty as a disinfectant, and from its cleansing properties is peculiarly adapted for the use of Dairymen and Butchers, etc., as it destroys all insect life.: [958, 131, 1105, 164]
- story2-body: Leaving the store and going with the Soldiers—'Is Hoffenstine,' and Herman, as he tidied up a pair of pants and placed them on a pile, 'if you don't get your clothes you won't get a fit.' 'Was they a fit?' asked Herman, and he took them home, and the bugle was blown at the camp that night. The customer said they were too large, but Herman said they would shrink in the wash, and the bugle sounded again and again.: [160, 527, 303, 579]
- ad-body: The M.D. and C. Co. are direct importers of all classes of Drapery and Clothing. The M.D. and C. Company buy from the best manufacturers. The M.D. and C. Company have experienced buyers who select goods suited to the climate. These are FACTS which you are invited to test by comparison.: [428, 117, 541, 169]
- agent-name: W. M. Lovell: [1072, 818, 1105, 825]
- ad-title-4: OF THE WORLD.: [585, 108, 642, 115]
- watch-price: £3 15s.: [564, 282, 584, 289]
- sheep-body: The above are Job Lines specially selected, and for sterling value cannot be excelled in the province.: [819, 942, 951, 962]
- story-body: That other day, when Bridget the valiant was engaged, Mrs. Jones answered the door-bell herself and found a glib, talkative young agent who had taken possession of her steps and was clicking something in his possession. 'Is your mamma in, Miss?' he asked, with a puzzled smile. Mrs. Jones was rather taken aback. She was so accustomed to such questions that she replied, 'I am the lady of the house.' The agent expressed his astonishment, and proceeded to display his wares, which consisted of a patent hose, a tin can and several books of household recipes. He talked for nearly an hour, and when he departed Mrs. Jones found she had purchased all three articles.: [160, 55, 303, 145]
- watch-name: STERLING SILVER HUNTER: [548, 465, 600, 478]
- firm-name-2: STEWART DAWSON & CO.'S: [575, 223, 652, 230]
- lord-baglan: LORD BAGLAN: [853, 834, 918, 844]
- masthead-rule: [8, 38, 1106, 42]
- notice-title: NOTICE.: [1006, 241, 1057, 253]
- agent-name: Finney & Co.: [1070, 876, 1105, 883]
- agent-name: W. H. Simpson: [1066, 863, 1105, 870]
- agent-town: Alexandra: [958, 844, 985, 851]
- job-price: At Wholesale Prices.: [897, 149, 951, 156]
- agent-row: [958, 883, 1105, 889]
- durham-street: DURHAM-STREET, AUCKLAND.: [988, 340, 1075, 347]
- section-title: COMPRESSED CANNED BEEF AND MUTTON.: [741, 490, 896, 498]
- instruction-box: INSTRUCTION for ORDERING WATCHES.: [548, 1206, 679, 1218]
- parcel-title: THE 20/- CHAMPION REMNANT PARCEL.: [429, 579, 540, 595]
- parcel-title: £5 CHAMPION FAMILY PARCEL.: [429, 302, 540, 311]
- parcel-items: 1 Pair Very Large All Wool Blankets · 1 White Counterpane · 1 Toilet Cover · 12 Yards Horrocks' Long Cloth · 1 Linen Damask Table Cloth · 12 Yards Flannel · 1 Rug.: [428, 311, 541, 344]
- sale-time: At 1 o'clock.: [349, 357, 382, 364]
- ad-title-2: DRAPERY & CLOTHING: [450, 67, 519, 89]
- watch-price: £8 10s.: [564, 590, 584, 597]
- article-body-cont6: Mr. Kwon: I need not crave the indulgence of members, because I feel assured that they will extend to me that consideration which Englishmen are always so ready to grant to youth and inexperience. It is no part of my intention to deal with the financial policy of the colony, and I shall therefore at once address myself to the expenditure for the current year. The permanent appropriations are—Civil list, £29,750; interest and sinking fund, £2,005,823; under special acts, £302,461; total, £2,336,035. The annual appropriations as submitted by the officials at Wellington amount to £2,194,628, making a grand total of ordinary expenditure of £4,530,663. We calculate upon effecting considerable reductions in these estimates. The Customs and Stamp revenue, however, shows a falling off; and the Government feel that it would be unwise to reckon upon any material increase from these sources. Our proposals are designed to meet the deficiency without imposing fresh burdens upon the industrial classes of the colony.: [9, 906, 153, 1041]
- jobs-list: [686, 92, 951, 169]
- section-body: The Company beg to notify to the public that the works at Auckland and the Waitara have now been completed and constitute the most extensive Meat-preserving and Freezing Works in New Zealand. The Company will be prepared to purchase fat stock, and will pay the highest market prices. Farmers and others can have their own stock frozen and shipped for them on the most reasonable terms.: [686, 362, 951, 395]
- duke-name: DUKE OF BUCCLEUGH: [702, 931, 801, 941]
- reddy: THOMAS F. REDDY,: [843, 988, 927, 998]
- money-to-lend: MONEY TO LEND, in Large or Small Sums, at a moderate rate of interest.—Jackson and Russell, Solicitors, Fort-street, Auckland.: [958, 744, 1105, 764]
- job-price: 2s 6d: [936, 124, 951, 131]
- jobs-title: JOBS. FOR THREE WEEKS ONLY. JOBS.: [706, 58, 931, 90]
- watch-name: GENTS ENGLISH GOLD LEVERS — WONDERFUL VALUE.: [550, 535, 598, 561]
- agent-town: Ngaruawahia: [958, 799, 994, 806]
- sale-day: FRIDAY, SEPT. 25.: [341, 571, 390, 578]
- rennie-town: TE AWAMUTU.: [793, 210, 844, 218]
- column-7-notices: [954, 44, 1108, 1538]
- agent-town: Taupiri: [958, 812, 977, 819]
- duke-body: The Company beg to notify to the public that the works at Auckland and the Waitara have now been completed and constitute the most extensive Meat-preserving and Freezing Works in New Zealand. The Company will be prepared to purchase fat stock, and will pay the highest market prices. Farmers and others can have their own stock frozen and shipped for them on the most reasonable terms.: [686, 942, 818, 1001]
- stallion-body: The Company beg to notify to the public that the works at Auckland and the Waitara have now been completed and constitute the most extensive Meat-preserving and Freezing Works in New Zealand. The Company will be prepared to purchase fat stock, and will pay the highest market prices. Farmers and others can have their own stock frozen and shipped for them on the most reasonable terms.: [686, 762, 818, 820]
- story2-body-cont4: Leaving the store and going with the Soldiers—'Is Hoffenstine,' and Herman, as he tidied up a pair of pants and placed them on a pile, 'if you don't get your clothes you won't get a fit.' 'Was they a fit?' asked Herman, and he took them home, and the bugle was blown at the camp that night. The customer said they were too large, but Herman said they would shrink in the wash, and the bugle sounded again and again.: [160, 740, 303, 792]
